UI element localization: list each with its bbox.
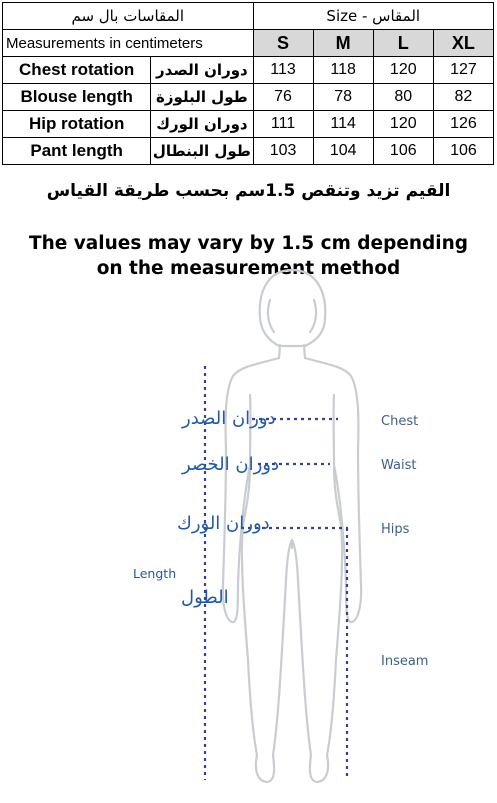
table-cell: 78 <box>313 84 373 111</box>
waist-label-ar: دوران الخصر <box>182 454 279 475</box>
size-header-l: L <box>373 30 433 57</box>
hips-label: Hips <box>381 522 410 537</box>
measurement-figure <box>0 265 497 803</box>
row-label-en: Pant length <box>3 138 151 165</box>
hips-label-ar: دوران الورك <box>177 513 270 534</box>
table-cell: 127 <box>433 57 493 84</box>
row-label-ar: دوران الورك <box>151 111 253 138</box>
table-cell: 104 <box>313 138 373 165</box>
note-english-line-2: on the measurement method <box>96 258 401 279</box>
row-label-en: Hip rotation <box>3 111 151 138</box>
table-row-hip <box>3 111 494 138</box>
table-cell: 106 <box>373 138 433 165</box>
note-english-line-1: The values may vary by 1.5 cm depending <box>28 233 469 254</box>
table-cell: 80 <box>373 84 433 111</box>
table-cell: 120 <box>373 111 433 138</box>
table-cell: 82 <box>433 84 493 111</box>
table-cell: 114 <box>313 111 373 138</box>
note-arabic: القيم تزيد وتنقص 1.5سم بحسب طريقة القياس <box>46 181 451 201</box>
table-cell: 106 <box>433 138 493 165</box>
table-row-blouse <box>3 84 494 111</box>
header-unit-english: Measurements in centimeters <box>3 30 254 57</box>
table-header-row-1 <box>3 3 494 30</box>
size-chart-table <box>2 2 494 165</box>
chest-label: Chest <box>381 414 419 429</box>
waist-label: Waist <box>381 458 417 473</box>
row-label-en: Blouse length <box>3 84 151 111</box>
table-header-row-2 <box>3 30 494 57</box>
row-label-ar: دوران الصدر <box>151 57 253 84</box>
table-row-pant <box>3 138 494 165</box>
row-label-en: Chest rotation <box>3 57 151 84</box>
row-label-ar: طول البلوزة <box>151 84 253 111</box>
table-cell: 111 <box>253 111 313 138</box>
header-size-label: Size - المقاس <box>253 3 494 30</box>
size-header-xl: XL <box>433 30 493 57</box>
table-row-chest <box>3 57 494 84</box>
length-label: Length <box>133 566 177 581</box>
table-cell: 76 <box>253 84 313 111</box>
chest-label-ar: دوران الصدر <box>182 408 276 429</box>
header-unit-arabic: المقاسات بال سم <box>3 3 254 30</box>
inseam-label: Inseam <box>381 654 429 669</box>
table-cell: 118 <box>313 57 373 84</box>
length-label-ar: الطول <box>181 587 229 608</box>
table-cell: 126 <box>433 111 493 138</box>
table-cell: 103 <box>253 138 313 165</box>
size-header-s: S <box>253 30 313 57</box>
size-header-m: M <box>313 30 373 57</box>
table-cell: 113 <box>253 57 313 84</box>
row-label-ar: طول البنطال <box>151 138 253 165</box>
table-cell: 120 <box>373 57 433 84</box>
